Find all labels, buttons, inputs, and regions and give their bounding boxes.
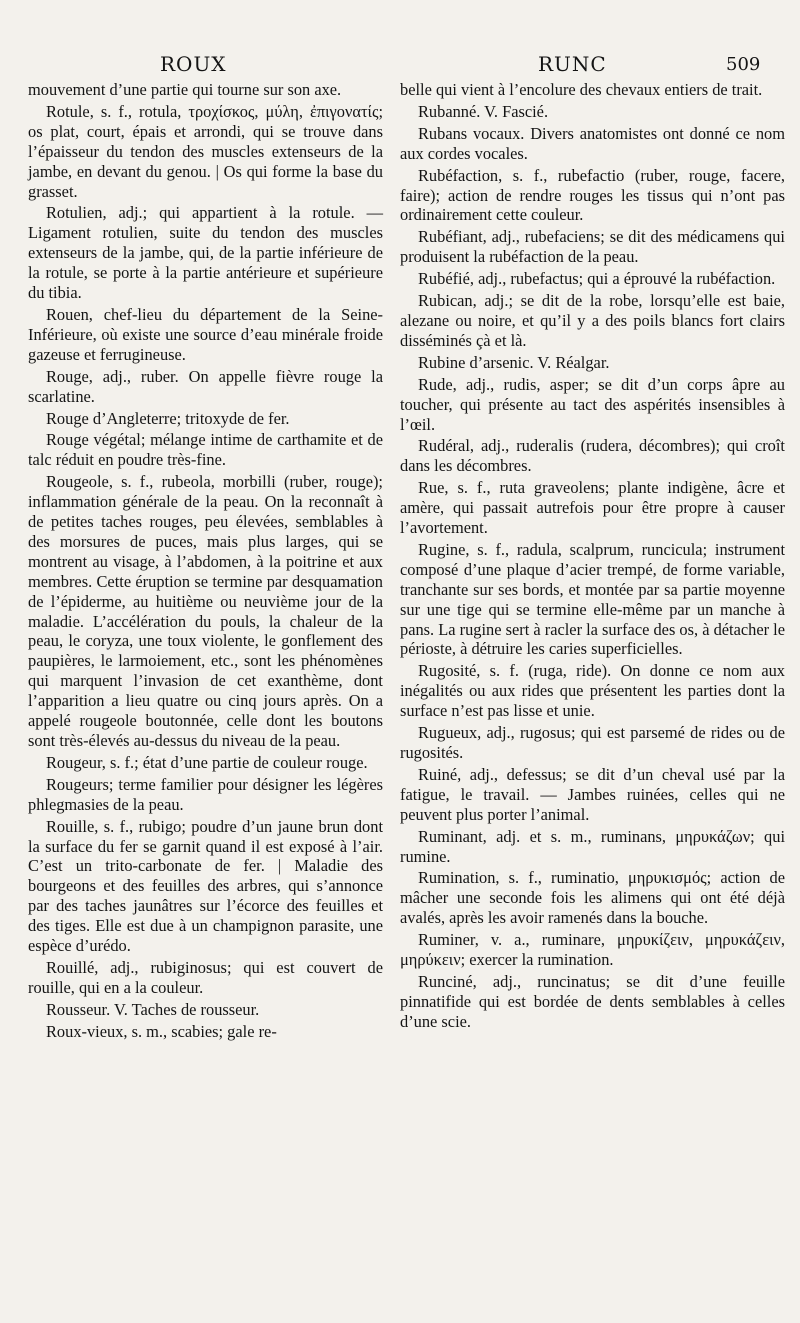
dictionary-entry: Rubine d’arsenic. V. Réalgar. [418, 352, 610, 372]
dictionary-entry: Rousseur. V. Taches de rousseur. [46, 999, 260, 1019]
dictionary-entry: Rubéfaction, s. f., rubefactio (ruber, rouge, facere, faire); action de rendre rouges les tissus qui n’ont pas ordinairement cette couleur. [400, 165, 785, 225]
dictionary-entry: Rudéral, adj., ruderalis (rudera, décombres); qui croît dans les décombres. [400, 436, 785, 476]
dictionary-entry: Rouille, s. f., rubigo; poudre d’un jaune brun dont la surface du fer se garnit quand il est exposé à l’air. C’est un trito-carbonate de fer. | Maladie des bourgeons et des feuilles des arbres, qui s’annonce par des taches jaunâtres sur l’écorce des feuilles et des tiges. Elle est due à un champignon parasite, une espèce d’urédo. [28, 816, 383, 956]
dictionary-entry: Roux-vieux, s. m., scabies; gale re- [46, 1021, 277, 1041]
dictionary-entry: Runciné, adj., runcinatus; se dit d’une feuille pinnatifide qui est bordée de dents semblables à celles d’une scie. [400, 971, 785, 1031]
dictionary-entry: Rotule, s. f., rotula, τροχίσκος, μύλη, ἐπιγονατίς; os plat, court, épais et arrondi, qui se trouve dans l’épaisseur du tendon des muscles extenseurs de la jambe, en devant du genou. | Os qui forme la base du grasset. [28, 101, 383, 201]
dictionary-entry: Rue, s. f., ruta graveolens; plante indigène, âcre et amère, qui passait autrefois pour être propre à causer l’avortement. [400, 478, 785, 538]
dictionary-entry: Rubanné. V. Fascié. [418, 101, 549, 121]
header-left-word: ROUX [160, 52, 227, 76]
dictionary-entry: Rubans vocaux. Divers anatomistes ont donné ce nom aux cordes vocales. [400, 123, 785, 163]
dictionary-entry: Rouge d’Angleterre; tritoxyde de fer. [46, 408, 290, 428]
dictionary-entry: Rouillé, adj., rubiginosus; qui est couvert de rouille, qui en a la couleur. [28, 957, 383, 997]
dictionary-entry: Rougeole, s. f., rubeola, morbilli (ruber, rouge); inflammation générale de la peau. On la reconnaît à de petites taches rouges, peu élevées, semblables à des morsures de puces, mais plus larges, qui se montrent au visage, à l’abdomen, à la poitrine et aux membres. Cette éruption se termine par desquamation de l’épiderme, au huitième ou neuvième jour de la maladie. L’accélération du pouls, la chaleur de la peau, le coryza, une toux violente, le gonflement des paupières, le larmoiement, etc., sont les phénomènes qui marquent l’invasion de cet exanthème, dont l’apparition a lieu quatre ou cinq jours après. On a appelé rougeole boutonnée, celle dont les boutons sont très-élevés au-dessus du niveau de la peau. [28, 472, 383, 750]
dictionary-entry: Ruminant, adj. et s. m., ruminans, μηρυκάζων; qui rumine. [400, 826, 785, 866]
dictionary-entry: mouvement d’une partie qui tourne sur son axe. [28, 80, 342, 99]
dictionary-entry: Rouge, adj., ruber. On appelle fièvre rouge la scarlatine. [28, 366, 383, 406]
dictionary-entry: belle qui vient à l’encolure des chevaux entiers de trait. [400, 80, 763, 99]
dictionary-entry: Rougeur, s. f.; état d’une partie de couleur rouge. [46, 752, 368, 772]
dictionary-entry: Rotulien, adj.; qui appartient à la rotule. — Ligament rotulien, suite du tendon des muscles extenseurs de la jambe, qui, de la partie inférieure de la rotule, se porte à la partie antérieure et supérieure du tibia. [28, 203, 383, 303]
dictionary-entry: Rugueux, adj., rugosus; qui est parsemé de rides ou de rugosités. [400, 723, 785, 762]
dictionary-entry: Rouen, chef-lieu du département de la Seine-Inférieure, où existe une source d’eau minérale froide gazeuse et ferrugineuse. [28, 304, 383, 364]
dictionary-entry: Rubéfié, adj., rubefactus; qui a éprouvé la rubéfaction. [418, 269, 776, 289]
dictionary-entry: Ruiné, adj., defessus; se dit d’un cheval usé par la fatigue, le travail. — Jambes ruinées, celles qui ne peuvent plus porter l’animal. [400, 764, 785, 824]
dictionary-entry: Rouge végétal; mélange intime de carthamite et de talc réduit en poudre très-fine. [28, 430, 383, 470]
dictionary-entry: Ruminer, v. a., ruminare, μηρυκίζειν, μηρυκάζειν, μηρύκειν; exercer la rumination. [400, 930, 785, 970]
running-header [0, 52, 800, 82]
dictionary-entry: Rougeurs; terme familier pour désigner les légères phlegmasies de la peau. [28, 774, 383, 814]
dictionary-entry: Rugine, s. f., radula, scalprum, runcicula; instrument composé d’une plaque d’acier trempé, de forme variable, tranchante sur ses bords, et montée par sa partie moyenne sur une tige qui se termine elle-même par un manche à pans. La rugine sert à racler la surface des os, à détacher le périoste, à détruire les caries superficielles. [400, 539, 785, 659]
dictionary-entry: Rumination, s. f., ruminatio, μηρυκισμός; action de mâcher une seconde fois les alimens qui ont été déjà avalés, après les avoir ramenés dans la bouche. [400, 868, 785, 928]
dictionary-entry: Rude, adj., rudis, asper; se dit d’un corps âpre au toucher, qui présente au tact des aspérités insensibles à l’œil. [400, 374, 785, 434]
left-column [28, 80, 383, 1042]
right-column [400, 80, 785, 1032]
page-number: 509 [726, 54, 761, 75]
header-right-word: RUNC [538, 52, 607, 76]
dictionary-entry: Rubéfiant, adj., rubefaciens; se dit des médicamens qui produisent la rubéfaction de la peau. [400, 227, 785, 267]
dictionary-entry: Rubican, adj.; se dit de la robe, lorsqu’elle est baie, alezane ou noire, et qu’il y a des poils blancs fort clairs disséminés çà et là. [400, 291, 785, 350]
dictionary-entry: Rugosité, s. f. (ruga, ride). On donne ce nom aux inégalités ou aux rides que présentent les parties dont la surface n’est pas lisse et unie. [400, 661, 785, 721]
